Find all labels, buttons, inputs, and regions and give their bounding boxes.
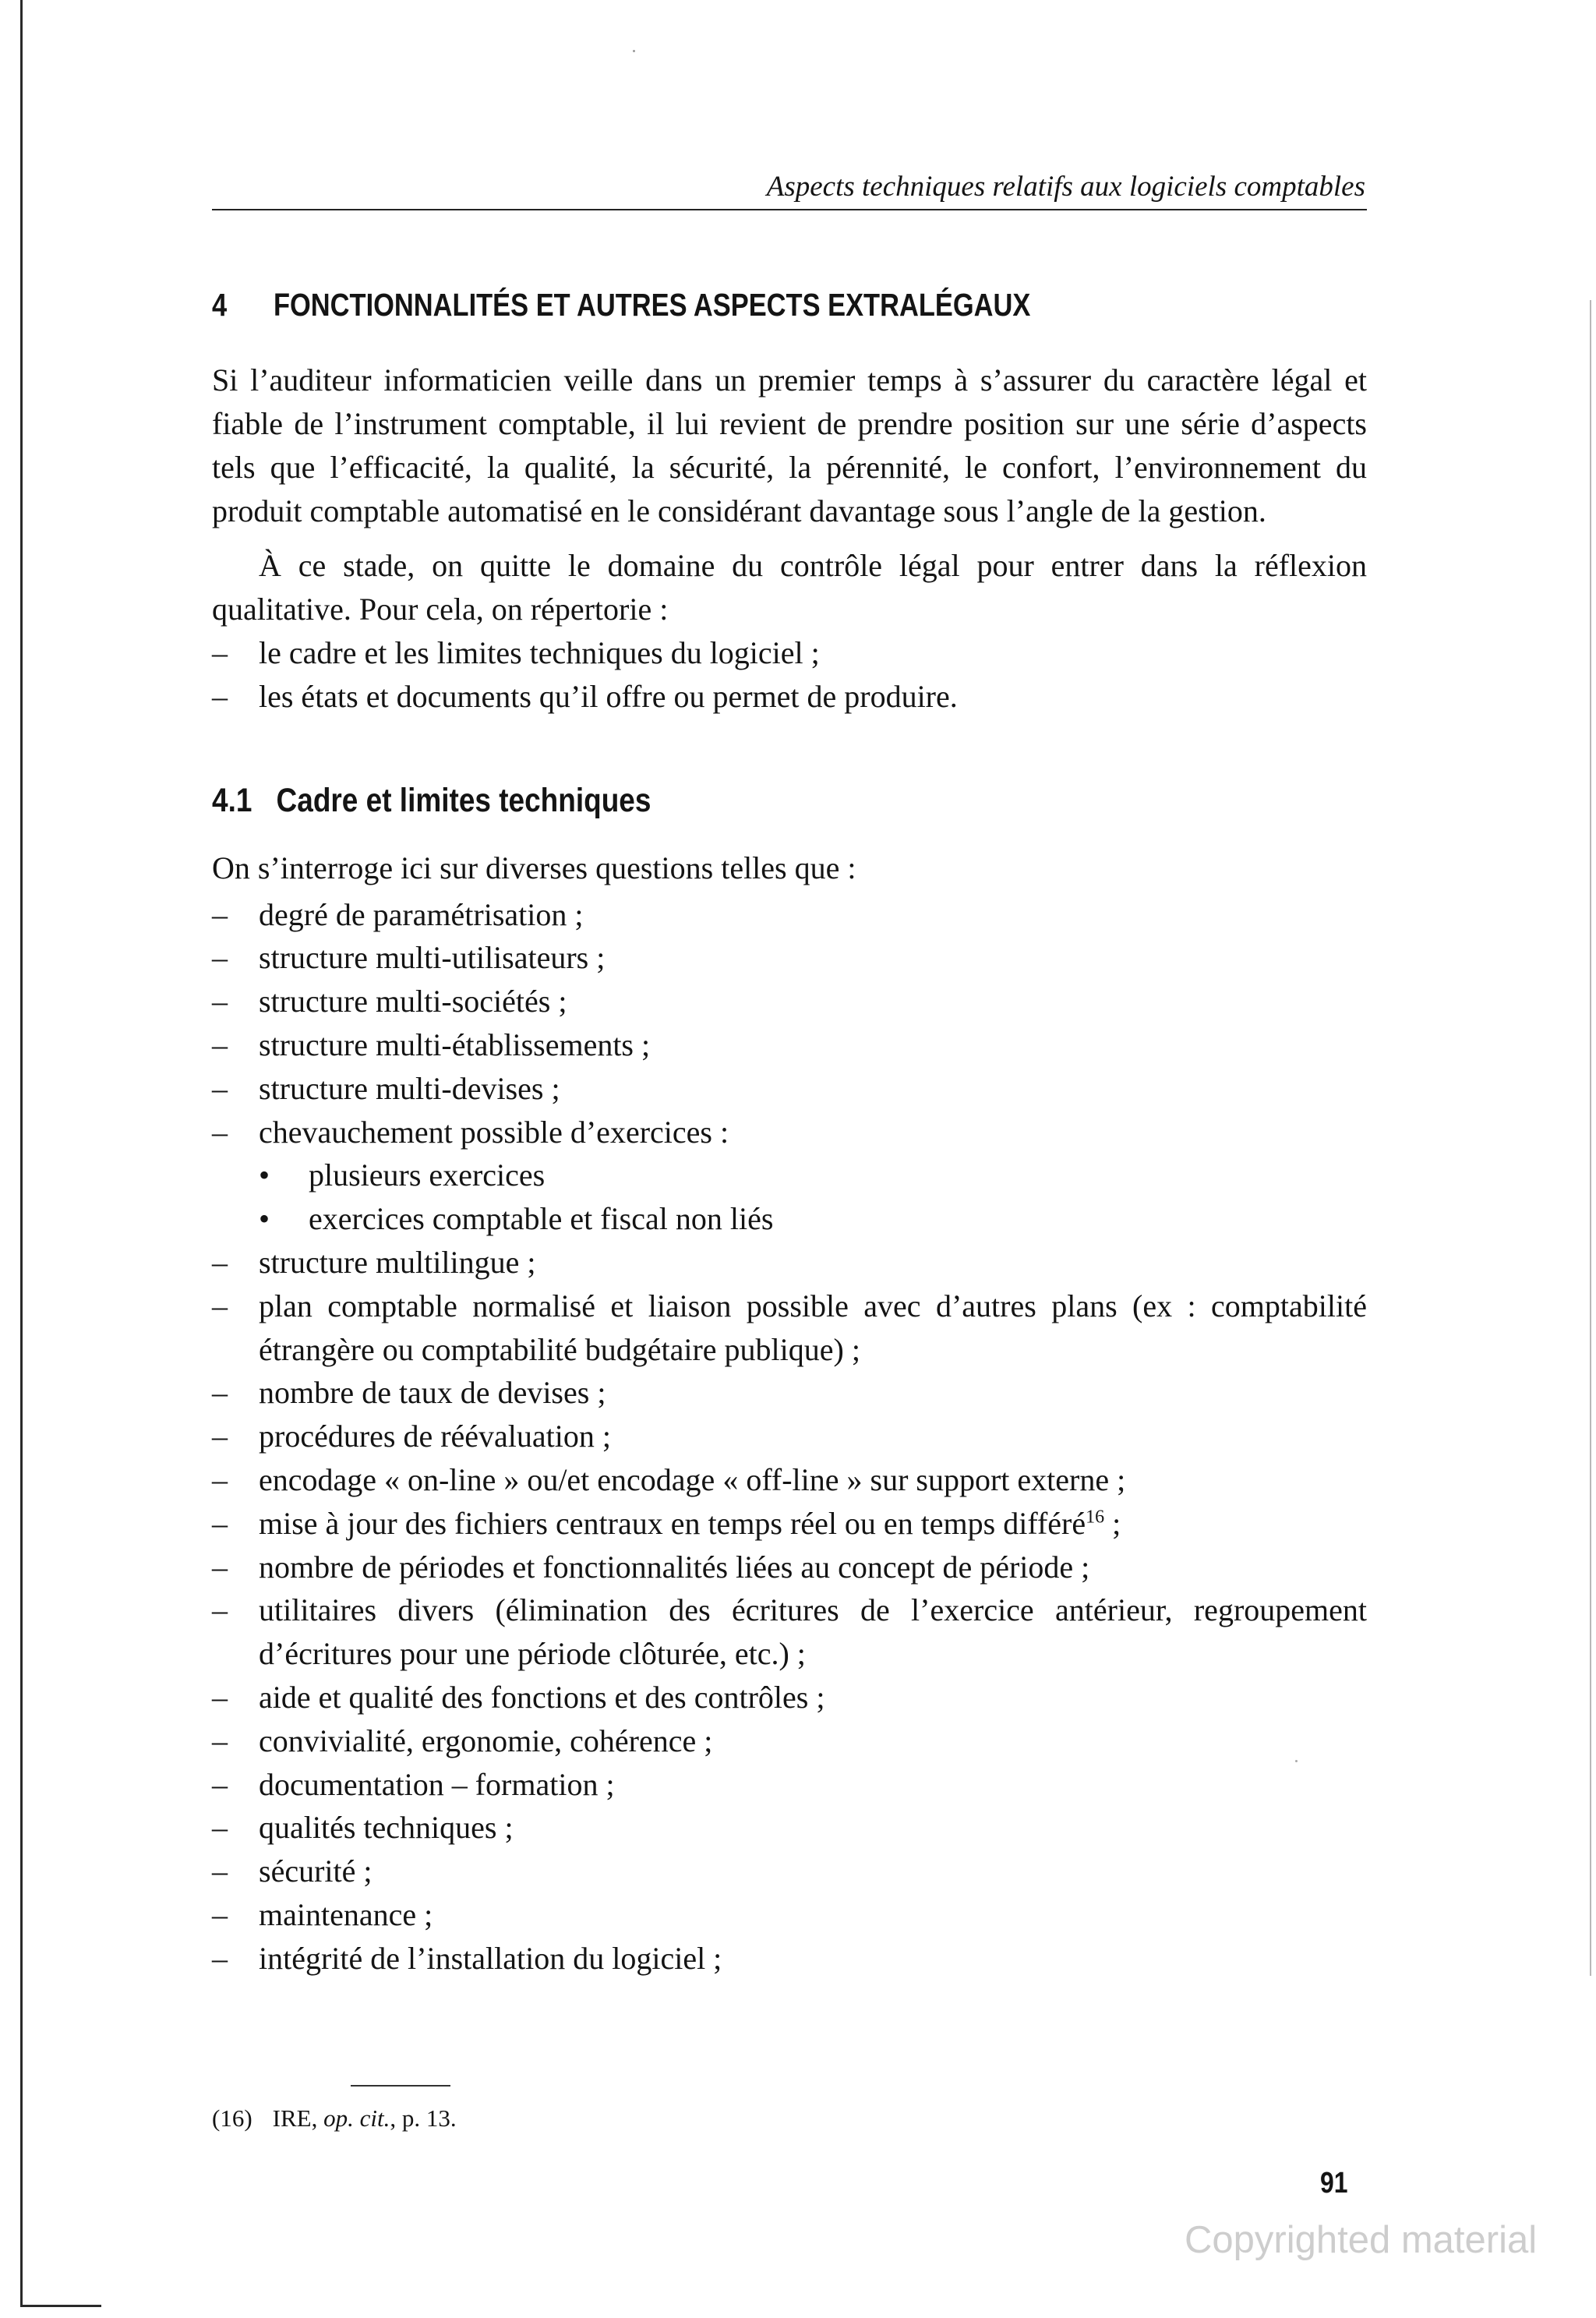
sub-list bbox=[259, 1154, 1367, 1241]
footnote-citation: op. cit. bbox=[323, 2104, 390, 2132]
list-item: – qualités techniques ; bbox=[212, 1806, 1367, 1850]
list-item: – structure multilingue ; bbox=[212, 1241, 1367, 1284]
list-item: – structure multi-utilisateurs ; bbox=[212, 936, 1367, 980]
list-item: – structure multi-établissements ; bbox=[212, 1023, 1367, 1067]
list-item: – procédures de réévaluation ; bbox=[212, 1415, 1367, 1458]
list-item: – plan comptable normalisé et liaison possible avec d’autres plans (ex : comptabilité étrangère ou comptabilité budgétaire publique) ; bbox=[212, 1284, 1367, 1372]
list-item-with-footnote bbox=[212, 1502, 1367, 1546]
scan-speck bbox=[633, 50, 635, 52]
scan-edge-bottom bbox=[20, 2305, 101, 2307]
section-intro-paragraph: Si l’auditeur informaticien veille dans un premier temps à s’assurer du caractère légal et fiable de l’instrument comptable, il lui revient de prendre position sur une série d’aspects tels que l’efficacité, la qualité, la sécurité, la pérennité, le confort, l’environnement du produit comptable automatisé en le considérant davantage sous l’angle de la gestion. bbox=[212, 362, 1367, 528]
list-item: – nombre de taux de devises ; bbox=[212, 1371, 1367, 1415]
section-number: 4 bbox=[212, 287, 228, 323]
footnote-marker: (16) bbox=[212, 2104, 252, 2132]
section-list bbox=[212, 631, 1367, 719]
scan-edge-right bbox=[1590, 300, 1591, 1976]
list-item: – maintenance ; bbox=[212, 1893, 1367, 1937]
subsection-intro-paragraph: On s’interroge ici sur diverses questions telles que : bbox=[212, 850, 856, 885]
footnote-page: , p. 13. bbox=[390, 2104, 457, 2132]
sub-list-item: • plusieurs exercices bbox=[259, 1154, 1367, 1197]
list-item: – sécurité ; bbox=[212, 1850, 1367, 1893]
list-item: – structure multi-sociétés ; bbox=[212, 980, 1367, 1023]
footnote bbox=[212, 2101, 457, 2136]
list-item: – nombre de périodes et fonctionnalités liées au concept de période ; bbox=[212, 1546, 1367, 1589]
subsection-number: 4.1 bbox=[212, 781, 252, 819]
section-heading bbox=[212, 282, 1182, 327]
list-item: – convivialité, ergonomie, cohérence ; bbox=[212, 1719, 1367, 1763]
subsection-heading bbox=[212, 778, 1206, 823]
list-item: – documentation – formation ; bbox=[212, 1763, 1367, 1807]
header-rule bbox=[212, 209, 1367, 210]
footnote-source: IRE, bbox=[272, 2104, 324, 2132]
list-item-text: mise à jour des fichiers centraux en temps réel ou en temps différé bbox=[259, 1505, 1086, 1541]
page-number: 91 bbox=[1320, 2167, 1348, 2200]
footnote-reference: 16 bbox=[1086, 1507, 1105, 1528]
subsection-title: Cadre et limites techniques bbox=[276, 781, 651, 819]
list-item-label: chevauchement possible d’exercices : bbox=[259, 1114, 729, 1150]
footnote-rule bbox=[351, 2085, 450, 2087]
list-item-tail: ; bbox=[1104, 1505, 1121, 1541]
sub-list-item: • exercices comptable et fiscal non liés bbox=[259, 1197, 1367, 1241]
scan-edge-left bbox=[20, 0, 23, 2307]
list-item-with-subitems bbox=[212, 1111, 1367, 1241]
questions-list bbox=[212, 893, 1367, 1981]
list-item: – encodage « on-line » ou/et encodage « off-line » sur support externe ; bbox=[212, 1458, 1367, 1502]
list-item: – intégrité de l’installation du logiciel ; bbox=[212, 1937, 1367, 1981]
running-head: Aspects techniques relatifs aux logiciels comptables bbox=[766, 171, 1365, 203]
list-item: – structure multi-devises ; bbox=[212, 1067, 1367, 1111]
copyright-watermark: Copyrighted material bbox=[1185, 2219, 1538, 2261]
section-title: FONCTIONNALITÉS ET AUTRES ASPECTS EXTRALÉGAUX bbox=[273, 287, 1031, 323]
list-item: – les états et documents qu’il offre ou permet de produire. bbox=[212, 675, 1367, 719]
list-item: – le cadre et les limites techniques du logiciel ; bbox=[212, 631, 1367, 675]
list-item: – degré de paramétrisation ; bbox=[212, 893, 1367, 937]
list-item: – utilitaires divers (élimination des écritures de l’exercice antérieur, regroupement d’écritures pour une période clôturée, etc.) ; bbox=[212, 1588, 1367, 1676]
list-item: – aide et qualité des fonctions et des contrôles ; bbox=[212, 1676, 1367, 1719]
section-transition-paragraph: À ce stade, on quitte le domaine du contrôle légal pour entrer dans la réflexion qualitative. Pour cela, on répertorie : bbox=[212, 548, 1367, 627]
page-body bbox=[212, 282, 1367, 1981]
